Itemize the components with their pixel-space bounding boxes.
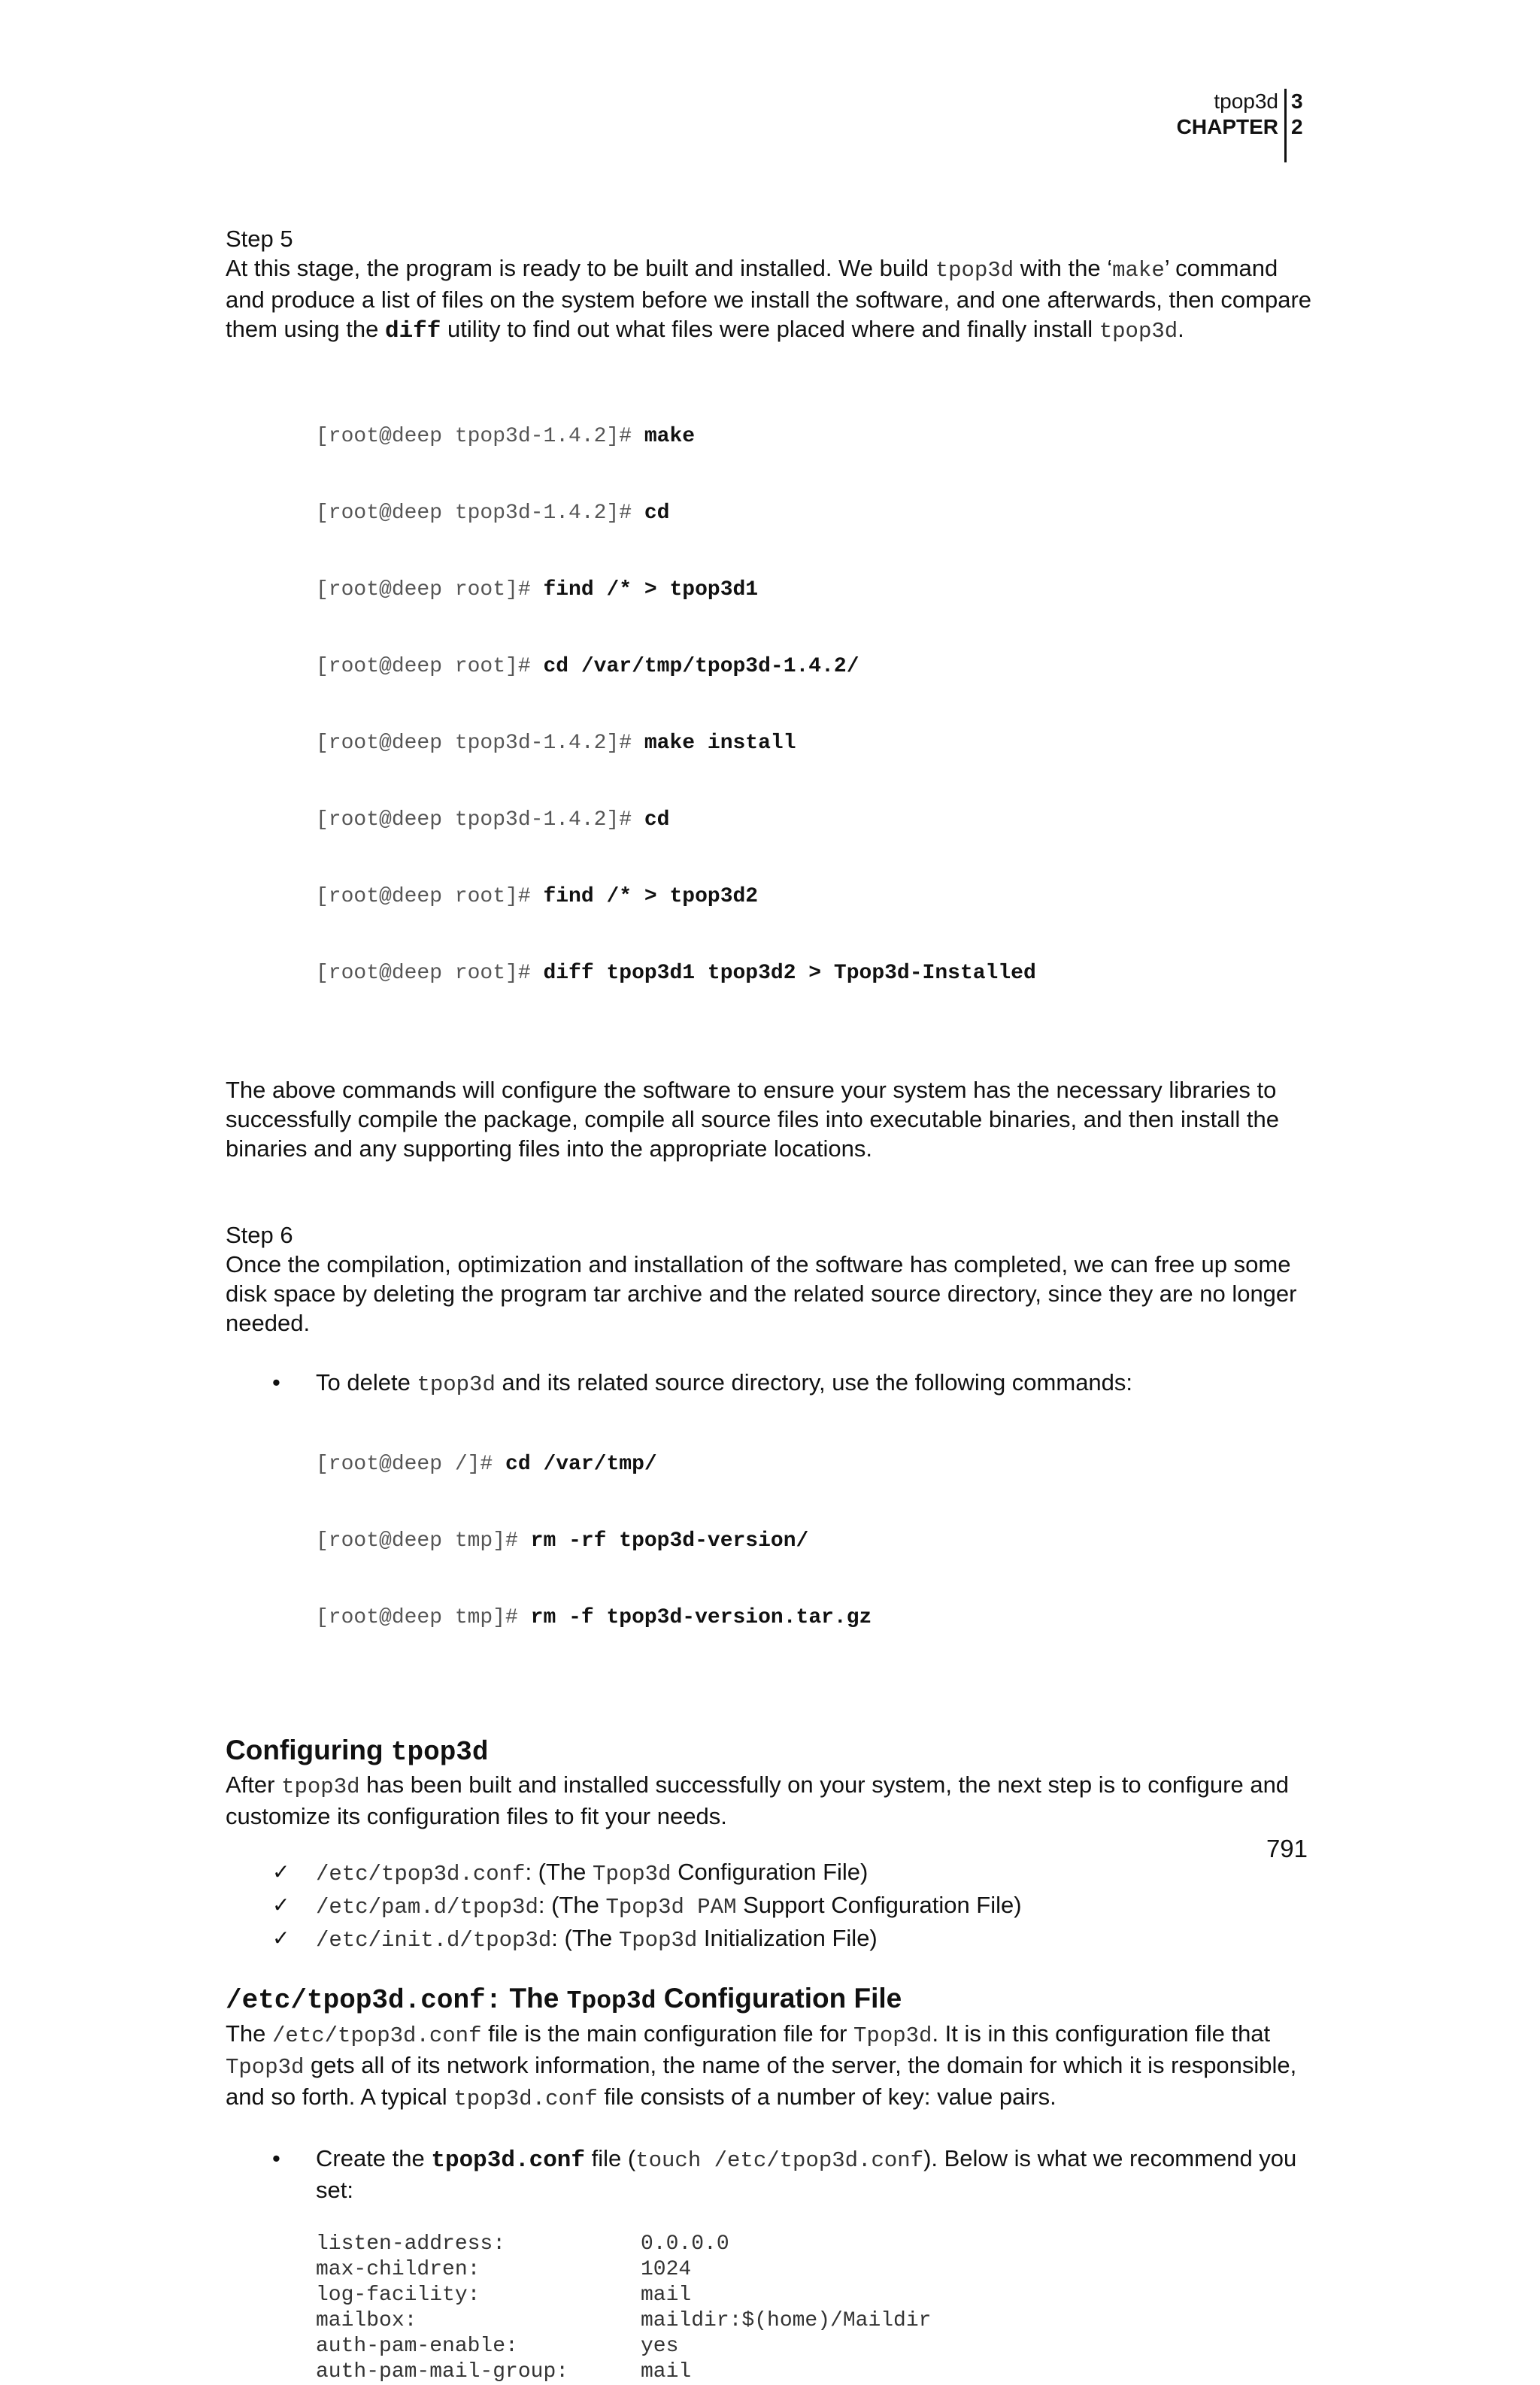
checkmark-icon: ✓ xyxy=(272,1893,290,1917)
setting-key: mailbox: xyxy=(316,2309,417,2332)
inline-code: /etc/tpop3d.conf xyxy=(272,2023,482,2048)
command-line: [root@deep tmp]# rm -f tpop3d-version.tar.gz xyxy=(316,1606,872,1629)
inline-code: tpop3d xyxy=(281,1774,360,1799)
command-line: [root@deep root]# find /* > tpop3d2 xyxy=(316,885,759,908)
inline-code: tpop3d xyxy=(417,1372,496,1397)
inline-code: make xyxy=(1112,258,1165,283)
heading-code: /etc/tpop3d.conf: xyxy=(226,1985,502,2016)
step5-title: Step 5 xyxy=(226,226,293,252)
step5-explanation: The above commands will configure the software to ensure your system has the necessary libraries to successfully compile the package, compile all source files into executable binaries, and then install the binaries and any supporting files into the appropriate locations. xyxy=(226,1077,1279,1162)
setting-row xyxy=(316,2308,1316,2334)
conffile-bullet-list xyxy=(226,2144,1316,2205)
setting-row xyxy=(316,2283,1316,2308)
setting-value: mail xyxy=(641,2283,692,2307)
header-row-title xyxy=(1177,89,1308,114)
setting-row xyxy=(316,2257,1316,2283)
settings-block xyxy=(316,2232,1316,2385)
file-path: /etc/pam.d/tpop3d xyxy=(316,1895,538,1920)
config-files-checklist xyxy=(226,1856,1316,1956)
conffile-heading: /etc/tpop3d.conf: The Tpop3d Configuration File xyxy=(226,1983,902,2016)
step6-title: Step 6 xyxy=(226,1222,293,1248)
heading-code: tpop3d xyxy=(390,1737,489,1768)
setting-value: maildir:$(home)/Maildir xyxy=(641,2309,932,2332)
setting-row xyxy=(316,2334,1316,2359)
header-title: tpop3d xyxy=(1214,89,1278,113)
setting-row xyxy=(316,2232,1316,2257)
command-line: [root@deep /]# cd /var/tmp/ xyxy=(316,1453,657,1476)
command-line: [root@deep tmp]# rm -rf tpop3d-version/ xyxy=(316,1529,809,1553)
setting-value: 0.0.0.0 xyxy=(641,2232,729,2256)
command-line: [root@deep root]# find /* > tpop3d1 xyxy=(316,578,759,602)
step6-paragraph: Once the compilation, optimization and installation of the software has completed, we can free up some disk space by deleting the program tar archive and the related source directory, since they are no longer needed. xyxy=(226,1251,1297,1336)
list-item: • To delete tpop3d and its related source directory, use the following commands: xyxy=(272,1369,1133,1397)
page-number: 791 xyxy=(1266,1835,1308,1862)
setting-value: 1024 xyxy=(641,2258,692,2281)
checkmark-icon: ✓ xyxy=(272,1860,290,1883)
header-row-chapter xyxy=(1177,114,1308,162)
configuring-heading: Configuring tpop3d xyxy=(226,1735,489,1768)
conffile-paragraph: The /etc/tpop3d.conf file is the main configuration file for Tpop3d. It is in this configuration file that Tpop3d gets all of its network information, the name of the server, the domain for which it is responsible, and so forth. A typical tpop3d.conf file consists of a number of key: value pairs. xyxy=(226,2020,1297,2111)
command-line: [root@deep root]# diff tpop3d1 tpop3d2 > Tpop3d-Installed xyxy=(316,962,1036,985)
inline-code: Tpop3d xyxy=(226,2055,305,2080)
command-line: [root@deep tpop3d-1.4.2]# cd xyxy=(316,808,670,832)
inline-code: Tpop3d xyxy=(853,2023,932,2048)
inline-code: tpop3d xyxy=(935,258,1014,283)
bullet-icon: • xyxy=(272,2145,280,2171)
file-path: /etc/init.d/tpop3d xyxy=(316,1928,552,1953)
setting-key: log-facility: xyxy=(316,2283,480,2307)
step6-command-block xyxy=(316,1401,1316,1682)
command-line: [root@deep tpop3d-1.4.2]# make xyxy=(316,425,696,448)
configuring-paragraph: After tpop3d has been built and installed successfully on your system, the next step is to configure and customize its configuration files to fit your needs. xyxy=(226,1771,1290,1829)
page-content xyxy=(226,224,1316,2385)
setting-value: yes xyxy=(641,2335,679,2358)
inline-code: tpop3d.conf xyxy=(453,2086,598,2111)
file-path: /etc/tpop3d.conf xyxy=(316,1862,526,1886)
heading-code: Tpop3d xyxy=(566,1987,656,2015)
setting-key: listen-address: xyxy=(316,2232,506,2256)
running-header xyxy=(1177,89,1308,162)
command-line: [root@deep tpop3d-1.4.2]# make install xyxy=(316,732,796,755)
step5-command-block xyxy=(316,373,1316,1038)
inline-code: touch /etc/tpop3d.conf xyxy=(635,2148,924,2173)
command-line: [root@deep tpop3d-1.4.2]# cd xyxy=(316,502,670,525)
inline-code: tpop3d xyxy=(1099,319,1178,344)
header-chapter-label: CHAPTER xyxy=(1176,115,1278,138)
list-item: ✓ /etc/tpop3d.conf: (The Tpop3d Configuration File) xyxy=(226,1856,1316,1890)
inline-code-bold: diff xyxy=(384,318,441,344)
list-item: ✓ /etc/pam.d/tpop3d: (The Tpop3d PAM Support Configuration File) xyxy=(226,1890,1316,1923)
inline-code-bold: tpop3d.conf xyxy=(431,2147,586,2174)
checkmark-icon: ✓ xyxy=(272,1926,290,1950)
setting-key: auth-pam-mail-group: xyxy=(316,2360,569,2383)
list-item: • Create the tpop3d.conf file (touch /etc/tpop3d.conf). Below is what we recommend you set: xyxy=(272,2145,1297,2203)
step5-paragraph: At this stage, the program is ready to be built and installed. We build tpop3d with the ‘make’ command and produce a list of files on the system before we install the software, and one afterwards, then compare them using the diff utility to find out what files were placed where and finally install tpop3d. xyxy=(226,255,1312,344)
list-item: ✓ /etc/init.d/tpop3d: (The Tpop3d Initialization File) xyxy=(226,1923,1316,1956)
setting-value: mail xyxy=(641,2360,692,2383)
bullet-icon: • xyxy=(272,1369,280,1396)
command-line: [root@deep root]# cd /var/tmp/tpop3d-1.4.2/ xyxy=(316,655,859,678)
step6-bullet-list xyxy=(226,1368,1316,1399)
header-section-number: 2 xyxy=(1284,114,1308,162)
setting-row xyxy=(316,2359,1316,2385)
setting-key: max-children: xyxy=(316,2258,480,2281)
header-chapter-number: 3 xyxy=(1284,89,1308,114)
setting-key: auth-pam-enable: xyxy=(316,2335,518,2358)
